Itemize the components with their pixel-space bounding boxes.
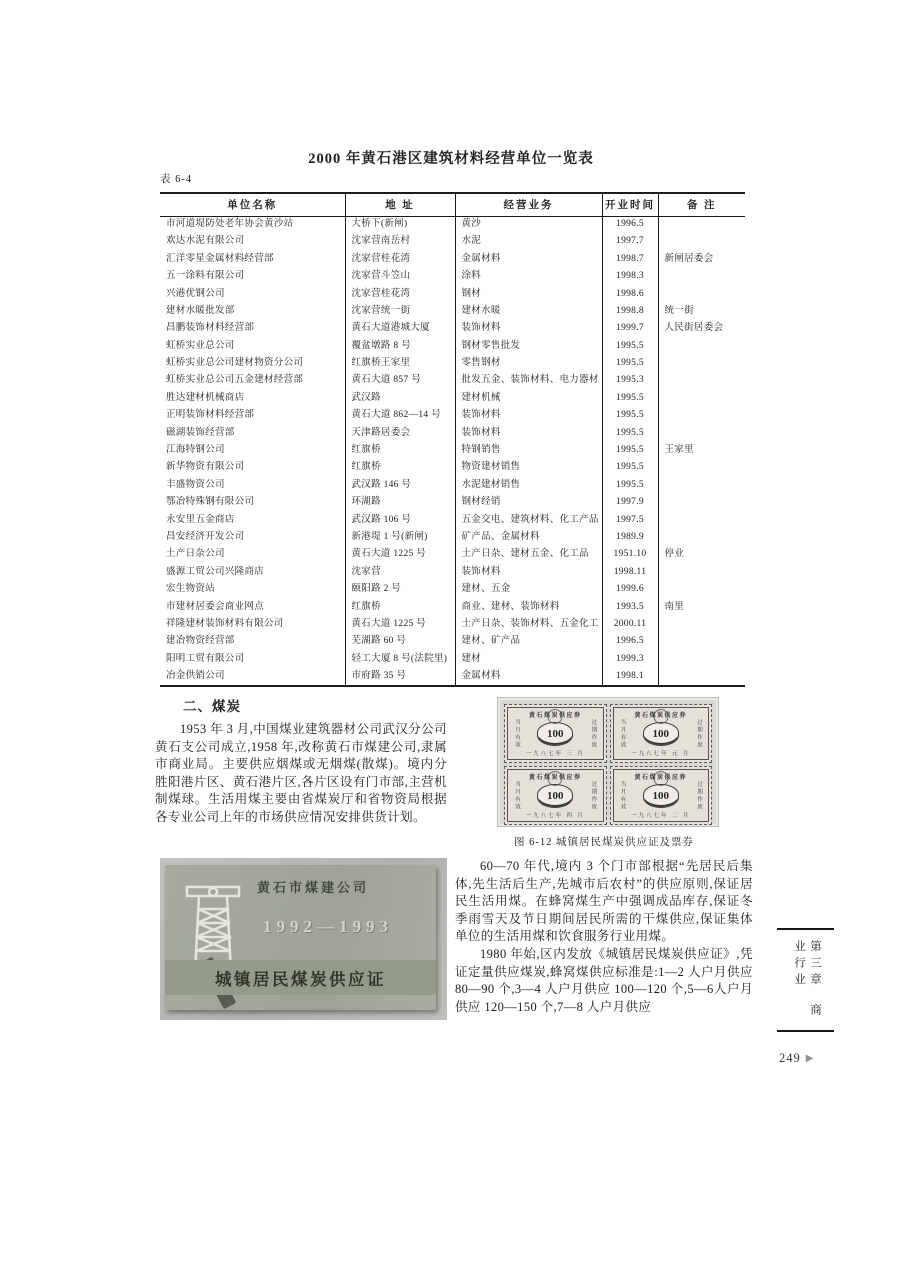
cell-open-date: 1998.3 bbox=[602, 268, 658, 285]
table-row bbox=[160, 338, 745, 355]
col-header-open-date: 开业时间 bbox=[602, 193, 658, 216]
coupon-sheet bbox=[497, 697, 719, 827]
sidebar-section: 商业行业 bbox=[793, 940, 821, 1020]
table-row bbox=[160, 233, 745, 250]
cell-note bbox=[658, 459, 745, 476]
cell-unit-name: 虹桥实业总公司建材物资分公司 bbox=[166, 358, 304, 369]
cell-open-date: 1995.5 bbox=[602, 390, 658, 407]
cell-unit-name: 市建材居委会商业网点 bbox=[166, 601, 265, 612]
cell-open-date: 1995.3 bbox=[602, 373, 658, 390]
table-row bbox=[160, 477, 745, 494]
cell-address: 红旗桥 bbox=[345, 442, 455, 459]
cell-open-date: 1995.5 bbox=[602, 425, 658, 442]
page-title: 2000 年黄石港区建筑材料经营单位一览表 bbox=[308, 151, 594, 167]
cell-unit-name: 兴港优钢公司 bbox=[166, 288, 225, 299]
table-row bbox=[160, 320, 745, 337]
cell-address: 大桥下(新闸) bbox=[345, 216, 455, 233]
cell-note bbox=[658, 633, 745, 650]
coupon-title: 黄石煤炭供应券 bbox=[634, 713, 687, 719]
cell-unit-name: 汇洋零星金属材料经营部 bbox=[166, 253, 274, 264]
cell-address: 红旗桥 bbox=[345, 459, 455, 476]
cell-unit-name: 胜达建材机械商店 bbox=[166, 392, 245, 403]
coal-paragraph-1: 1953 年 3 月,中国煤业建筑器材公司武汉分公司黄石支公司成立,1958 年,改称黄石市煤建公司,隶属市商业局。主要供应烟煤或无烟煤(散煤)。境内分胜阳港片区、黄石港片区,各片区设有门市部,主营机制煤球。生活用煤主要由省煤炭厅和省物资局根据各专业公司上年的市场供应情况安排供货计划。 bbox=[155, 722, 447, 824]
cell-address: 天津路居委会 bbox=[345, 425, 455, 442]
cell-unit-name: 昌安经济开发公司 bbox=[166, 531, 245, 542]
section-heading: 二、煤炭 bbox=[183, 699, 241, 714]
cell-open-date: 1995.5 bbox=[602, 338, 658, 355]
cell-open-date: 1999.3 bbox=[602, 651, 658, 668]
cell-unit-name: 阳明工贸有限公司 bbox=[166, 653, 245, 664]
cell-note bbox=[658, 286, 745, 303]
cell-business: 土产日杂、装饰材料、五金化工 bbox=[455, 616, 602, 633]
cell-note: 新闸居委会 bbox=[658, 251, 745, 268]
table-row bbox=[160, 668, 745, 685]
cell-unit-name: 昌鹏装饰材料经营部 bbox=[166, 323, 255, 334]
cell-unit-name: 盛源工贸公司兴隆商店 bbox=[166, 566, 265, 577]
certificate-photo bbox=[160, 858, 447, 1020]
coupon-valid-label: 当月有效 bbox=[514, 719, 520, 749]
cell-business: 涂料 bbox=[455, 268, 602, 285]
cell-open-date: 1998.11 bbox=[602, 564, 658, 581]
page-number: 249 bbox=[779, 1051, 801, 1065]
cell-note bbox=[658, 494, 745, 511]
table-row bbox=[160, 494, 745, 511]
cell-note bbox=[658, 477, 745, 494]
cell-business: 装饰材料 bbox=[455, 407, 602, 424]
cell-open-date: 1997.9 bbox=[602, 494, 658, 511]
cell-business: 商业、建材、装饰材料 bbox=[455, 599, 602, 616]
page-number-area bbox=[779, 1051, 814, 1066]
cell-note bbox=[658, 564, 745, 581]
cell-address: 轻工大厦 8 号(法院里) bbox=[345, 651, 455, 668]
table-row bbox=[160, 459, 745, 476]
cell-address: 武汉路 146 号 bbox=[345, 477, 455, 494]
cell-address: 红旗桥 bbox=[345, 599, 455, 616]
cell-business: 装饰材料 bbox=[455, 425, 602, 442]
cell-note: 统一街 bbox=[658, 303, 745, 320]
cell-note bbox=[658, 390, 745, 407]
table-row bbox=[160, 581, 745, 598]
cell-address: 沈家营 bbox=[345, 564, 455, 581]
table-row bbox=[160, 616, 745, 633]
cell-business: 批发五金、装饰材料、电力器材 bbox=[455, 373, 602, 390]
coupon-value: 100 bbox=[537, 784, 573, 808]
cell-address: 武汉路 bbox=[345, 390, 455, 407]
cell-business: 装饰材料 bbox=[455, 320, 602, 337]
coupon-date: 一九八七年 三 月 bbox=[525, 751, 585, 757]
cell-address: 沈家营斗笠山 bbox=[345, 268, 455, 285]
cell-note bbox=[658, 407, 745, 424]
cell-business: 水泥建材销售 bbox=[455, 477, 602, 494]
cell-note bbox=[658, 216, 745, 233]
cell-note bbox=[658, 529, 745, 546]
coupon-valid-label: 当月有效 bbox=[619, 781, 626, 811]
cell-open-date: 2000.11 bbox=[602, 616, 658, 633]
coal-paragraph-3: 1980 年始,区内发放《城镇居民煤炭供应证》,凭证定量供应煤炭,蜂窝煤供应标准是:1—2 人户月供应 80—90 个,3—4 人户月供应 100—120 个,5—6人户月供应 120—150 个,7—8 人户月供应 bbox=[455, 946, 753, 1014]
cell-note bbox=[658, 373, 745, 390]
cell-unit-name: 建冶物资经营部 bbox=[166, 636, 235, 647]
cell-business: 物资建材销售 bbox=[455, 459, 602, 476]
chapter-sidebar bbox=[777, 928, 834, 1032]
col-header-business: 经营业务 bbox=[455, 193, 602, 216]
col-header-unit-name: 单位名称 bbox=[160, 193, 345, 216]
certificate-company: 黄石市煤建公司 bbox=[257, 880, 370, 895]
cell-open-date: 1998.8 bbox=[602, 303, 658, 320]
cell-note: 停业 bbox=[658, 546, 745, 563]
cell-open-date: 1998.7 bbox=[602, 251, 658, 268]
cell-note: 人民街居委会 bbox=[658, 320, 745, 337]
cell-note bbox=[658, 616, 745, 633]
cell-note bbox=[658, 268, 745, 285]
certificate-booklet bbox=[165, 865, 436, 1010]
coal-coupon bbox=[504, 766, 607, 825]
cell-note bbox=[658, 425, 745, 442]
cell-open-date: 1998.6 bbox=[602, 286, 658, 303]
table-row bbox=[160, 546, 745, 563]
cell-address: 黄石大道 1225 号 bbox=[345, 616, 455, 633]
table-row bbox=[160, 633, 745, 650]
cell-open-date: 1995.5 bbox=[602, 407, 658, 424]
cell-unit-name: 鄂冶特殊钢有限公司 bbox=[166, 497, 255, 508]
certificate-title: 城镇居民煤炭供应证 bbox=[215, 969, 386, 989]
cell-business: 特钢销售 bbox=[455, 442, 602, 459]
cell-open-date: 1999.7 bbox=[602, 320, 658, 337]
coupon-title: 黄石煤炭供应券 bbox=[634, 775, 687, 781]
cell-open-date: 1995.5 bbox=[602, 442, 658, 459]
cell-business: 钢材经销 bbox=[455, 494, 602, 511]
table-row bbox=[160, 303, 745, 320]
coupon-title: 黄石煤炭供应券 bbox=[528, 713, 582, 719]
table-label: 表 6-4 bbox=[160, 174, 193, 185]
coupon-valid-label: 当月有效 bbox=[619, 719, 626, 749]
cell-unit-name: 磁湖装饰经营部 bbox=[166, 427, 235, 438]
coupon-stamp-icon bbox=[653, 709, 668, 724]
cell-address: 红旗桥王家里 bbox=[345, 355, 455, 372]
cell-business: 建材水暖 bbox=[455, 303, 602, 320]
cell-business: 建材机械 bbox=[455, 390, 602, 407]
cell-business: 装饰材料 bbox=[455, 564, 602, 581]
sidebar-rule-top bbox=[777, 928, 834, 930]
cell-address: 新港堤 1 号(新闸) bbox=[345, 529, 455, 546]
cell-business: 建材 bbox=[455, 651, 602, 668]
table-row bbox=[160, 651, 745, 668]
cell-open-date: 1951.10 bbox=[602, 546, 658, 563]
table-row bbox=[160, 564, 745, 581]
cell-note bbox=[658, 355, 745, 372]
cell-address: 环湖路 bbox=[345, 494, 455, 511]
cell-business: 钢材零售批发 bbox=[455, 338, 602, 355]
certificate-title-band bbox=[165, 960, 436, 995]
cell-note bbox=[658, 338, 745, 355]
coupon-value: 100 bbox=[537, 722, 573, 746]
cell-address: 黄石大道港城大厦 bbox=[345, 320, 455, 337]
coal-coupon bbox=[504, 704, 607, 763]
table-row bbox=[160, 268, 745, 285]
cell-address: 沈家营桂花湾 bbox=[345, 251, 455, 268]
cell-unit-name: 江海特钢公司 bbox=[166, 445, 225, 456]
table-row bbox=[160, 216, 745, 233]
page-arrow-icon: ▶ bbox=[805, 1053, 815, 1064]
cell-address: 黄石大道 862—14 号 bbox=[345, 407, 455, 424]
cell-unit-name: 五一涂料有限公司 bbox=[166, 271, 245, 282]
table-row bbox=[160, 286, 745, 303]
cell-open-date: 1996.5 bbox=[602, 216, 658, 233]
cell-open-date: 1997.5 bbox=[602, 512, 658, 529]
table-row bbox=[160, 373, 745, 390]
col-header-address: 地 址 bbox=[345, 193, 455, 216]
cell-unit-name: 虹桥实业总公司五金建材经营部 bbox=[166, 375, 304, 386]
cell-unit-name: 新华物资有限公司 bbox=[166, 462, 245, 473]
cell-business: 矿产品、金属材料 bbox=[455, 529, 602, 546]
table-row bbox=[160, 390, 745, 407]
coupon-date: 一九八七年 二 月 bbox=[631, 813, 691, 819]
cell-address: 覆盆墩路 8 号 bbox=[345, 338, 455, 355]
cell-unit-name: 冶金供销公司 bbox=[166, 670, 225, 681]
cell-note bbox=[658, 233, 745, 250]
coupon-expire-label: 过期作废 bbox=[590, 781, 597, 811]
coal-section-right-column bbox=[455, 697, 753, 1016]
table-row bbox=[160, 599, 745, 616]
cell-unit-name: 欢达水泥有限公司 bbox=[166, 236, 245, 247]
cell-unit-name: 宏生物资站 bbox=[166, 584, 216, 595]
cell-unit-name: 建材水暖批发部 bbox=[166, 305, 235, 316]
cell-open-date: 1993.5 bbox=[602, 599, 658, 616]
cell-business: 建材、五金 bbox=[455, 581, 602, 598]
coupon-value: 100 bbox=[643, 784, 679, 808]
coal-paragraph-2: 60—70 年代,境内 3 个门市部根据“先居民后集体,先生活后生产,先城市后农村”的供应原则,保证居民生活用煤。在蜂窝煤生产中强调成品库存,保证冬季雨雪天及节日期间居民所需的干煤供应,保证集体单位的生活用煤和饮食服务行业用煤。 bbox=[455, 859, 753, 944]
table-body bbox=[160, 216, 745, 686]
coal-coupon bbox=[610, 766, 713, 825]
table-header-row bbox=[160, 193, 745, 216]
table-row bbox=[160, 251, 745, 268]
table-row bbox=[160, 407, 745, 424]
cell-business: 建材、矿产品 bbox=[455, 633, 602, 650]
cell-open-date: 1997.7 bbox=[602, 233, 658, 250]
cell-business: 黄沙 bbox=[455, 216, 602, 233]
cell-business: 水泥 bbox=[455, 233, 602, 250]
cell-unit-name: 正明装饰材料经营部 bbox=[166, 410, 255, 421]
cell-unit-name: 土产日杂公司 bbox=[166, 549, 225, 560]
table-row bbox=[160, 512, 745, 529]
cell-unit-name: 丰盛物资公司 bbox=[166, 479, 225, 490]
cell-unit-name: 永安里五金商店 bbox=[166, 514, 235, 525]
cell-note bbox=[658, 581, 745, 598]
coupon-stamp-icon bbox=[653, 771, 668, 786]
coupon-date: 一九八七年 元 月 bbox=[631, 751, 691, 757]
figure-caption: 图 6-12 城镇居民煤炭供应证及票券 bbox=[514, 837, 694, 848]
cell-unit-name: 虹桥实业总公司 bbox=[166, 340, 235, 351]
cell-note: 南里 bbox=[658, 599, 745, 616]
cell-open-date: 1998.1 bbox=[602, 668, 658, 685]
certificate-years: 1992—1993 bbox=[263, 917, 393, 936]
cell-note bbox=[658, 651, 745, 668]
cell-business: 零售钢材 bbox=[455, 355, 602, 372]
table-row bbox=[160, 529, 745, 546]
table-row bbox=[160, 355, 745, 372]
cell-open-date: 1999.6 bbox=[602, 581, 658, 598]
coupon-title: 黄石煤炭供应券 bbox=[528, 775, 582, 781]
sidebar-chapter: 第三章 bbox=[809, 940, 821, 990]
cell-open-date: 1995.5 bbox=[602, 355, 658, 372]
col-header-note: 备 注 bbox=[658, 193, 745, 216]
coupon-stamp-icon bbox=[548, 709, 563, 724]
table-row bbox=[160, 425, 745, 442]
coupon-stamp-icon bbox=[548, 771, 563, 786]
cell-note bbox=[658, 668, 745, 685]
table-row bbox=[160, 442, 745, 459]
cell-business: 五金交电、建筑材料、化工产品 bbox=[455, 512, 602, 529]
cell-note: 王家里 bbox=[658, 442, 745, 459]
cell-open-date: 1989.9 bbox=[602, 529, 658, 546]
cell-business: 钢材 bbox=[455, 286, 602, 303]
coupon-date: 一九八七年 四 月 bbox=[525, 813, 585, 819]
cell-business: 金属材料 bbox=[455, 668, 602, 685]
cell-unit-name: 祥隆建材装饰材料有限公司 bbox=[166, 618, 284, 629]
coal-section-left-column bbox=[155, 695, 447, 827]
cell-open-date: 1995.5 bbox=[602, 459, 658, 476]
cell-address: 市府路 35 号 bbox=[345, 668, 455, 685]
cell-address: 武汉路 106 号 bbox=[345, 512, 455, 529]
coupon-expire-label: 过期作废 bbox=[696, 719, 702, 749]
cell-address: 黄石大道 1225 号 bbox=[345, 546, 455, 563]
coupon-expire-label: 过期作废 bbox=[590, 719, 597, 749]
cell-open-date: 1996.5 bbox=[602, 633, 658, 650]
cell-business: 土产日杂、建材五金、化工品 bbox=[455, 546, 602, 563]
cell-unit-name: 市河道堤防处老年协会黄沙站 bbox=[166, 219, 294, 230]
cell-address: 沈家营统一街 bbox=[345, 303, 455, 320]
coupon-value: 100 bbox=[643, 722, 679, 746]
cell-address: 沈家营南岳村 bbox=[345, 233, 455, 250]
cell-note bbox=[658, 512, 745, 529]
sidebar-rule-bottom bbox=[777, 1030, 834, 1032]
cell-address: 沈家营桂花湾 bbox=[345, 286, 455, 303]
business-units-table bbox=[160, 192, 745, 687]
cell-address: 颐阳路 2 号 bbox=[345, 581, 455, 598]
cell-address: 芜湖路 60 号 bbox=[345, 633, 455, 650]
cell-address: 黄石大道 857 号 bbox=[345, 373, 455, 390]
coupon-expire-label: 过期作废 bbox=[696, 781, 702, 811]
cell-business: 金属材料 bbox=[455, 251, 602, 268]
coal-coupon bbox=[610, 704, 713, 763]
cell-open-date: 1995.5 bbox=[602, 477, 658, 494]
coupon-valid-label: 当月有效 bbox=[514, 781, 520, 811]
